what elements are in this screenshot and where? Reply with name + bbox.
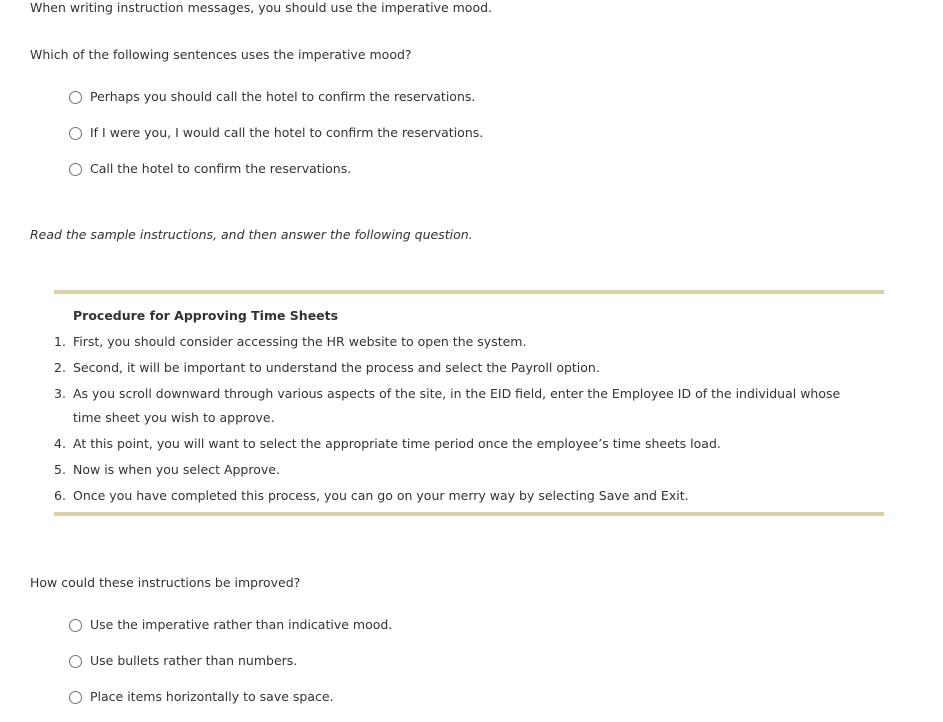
step-text: Once you have completed this process, you can go on your merry way by selecting Save and Exit. bbox=[73, 488, 689, 503]
step-number: 5. bbox=[54, 462, 66, 477]
procedure-step bbox=[54, 382, 864, 430]
radio-button[interactable] bbox=[69, 691, 82, 704]
option-label: Call the hotel to confirm the reservations. bbox=[90, 161, 352, 176]
radio-button[interactable] bbox=[69, 91, 82, 104]
option-label: If I were you, I would call the hotel to confirm the reservations. bbox=[90, 125, 484, 140]
question-1-option-1[interactable] bbox=[69, 79, 483, 115]
question-1-options bbox=[69, 79, 483, 187]
option-label: Place items horizontally to save space. bbox=[90, 689, 334, 704]
question-2-option-2[interactable] bbox=[69, 643, 392, 679]
step-text: First, you should consider accessing the HR website to open the system. bbox=[73, 334, 527, 349]
step-number: 3. bbox=[54, 386, 66, 401]
step-text: As you scroll downward through various aspects of the site, in the EID field, enter the Employee ID of the individual whose time sheet you wish to approve. bbox=[73, 386, 841, 425]
question-2-option-1[interactable] bbox=[69, 607, 392, 643]
step-text: Now is when you select Approve. bbox=[73, 462, 280, 477]
procedure-step bbox=[54, 458, 864, 482]
question-2-prompt: How could these instructions be improved? bbox=[30, 575, 301, 590]
step-text: Second, it will be important to understand the process and select the Payroll option. bbox=[73, 360, 600, 375]
step-number: 1. bbox=[54, 334, 66, 349]
question-2-option-3[interactable] bbox=[69, 679, 392, 715]
option-label: Use the imperative rather than indicative mood. bbox=[90, 617, 393, 632]
question-1-prompt: Which of the following sentences uses the imperative mood? bbox=[30, 47, 412, 62]
step-number: 6. bbox=[54, 488, 66, 503]
radio-button[interactable] bbox=[69, 127, 82, 140]
radio-button[interactable] bbox=[69, 655, 82, 668]
option-label: Use bullets rather than numbers. bbox=[90, 653, 298, 668]
step-number: 4. bbox=[54, 436, 66, 451]
radio-button[interactable] bbox=[69, 619, 82, 632]
question-1-option-3[interactable] bbox=[69, 151, 483, 187]
procedure-step bbox=[54, 484, 864, 508]
radio-button[interactable] bbox=[69, 163, 82, 176]
sample-instructions-box bbox=[54, 290, 884, 516]
instruction-note: Read the sample instructions, and then answer the following question. bbox=[30, 227, 473, 242]
option-label: Perhaps you should call the hotel to confirm the reservations. bbox=[90, 89, 476, 104]
procedure-step bbox=[54, 432, 864, 456]
question-2-options bbox=[69, 607, 392, 715]
procedure-step bbox=[54, 356, 864, 380]
step-number: 2. bbox=[54, 360, 66, 375]
intro-text: When writing instruction messages, you should use the imperative mood. bbox=[30, 0, 493, 15]
procedure-steps bbox=[54, 330, 864, 510]
step-text: At this point, you will want to select the appropriate time period once the employee’s time sheets load. bbox=[73, 436, 721, 451]
question-1-option-2[interactable] bbox=[69, 115, 483, 151]
procedure-title: Procedure for Approving Time Sheets bbox=[73, 308, 339, 323]
procedure-step bbox=[54, 330, 864, 354]
